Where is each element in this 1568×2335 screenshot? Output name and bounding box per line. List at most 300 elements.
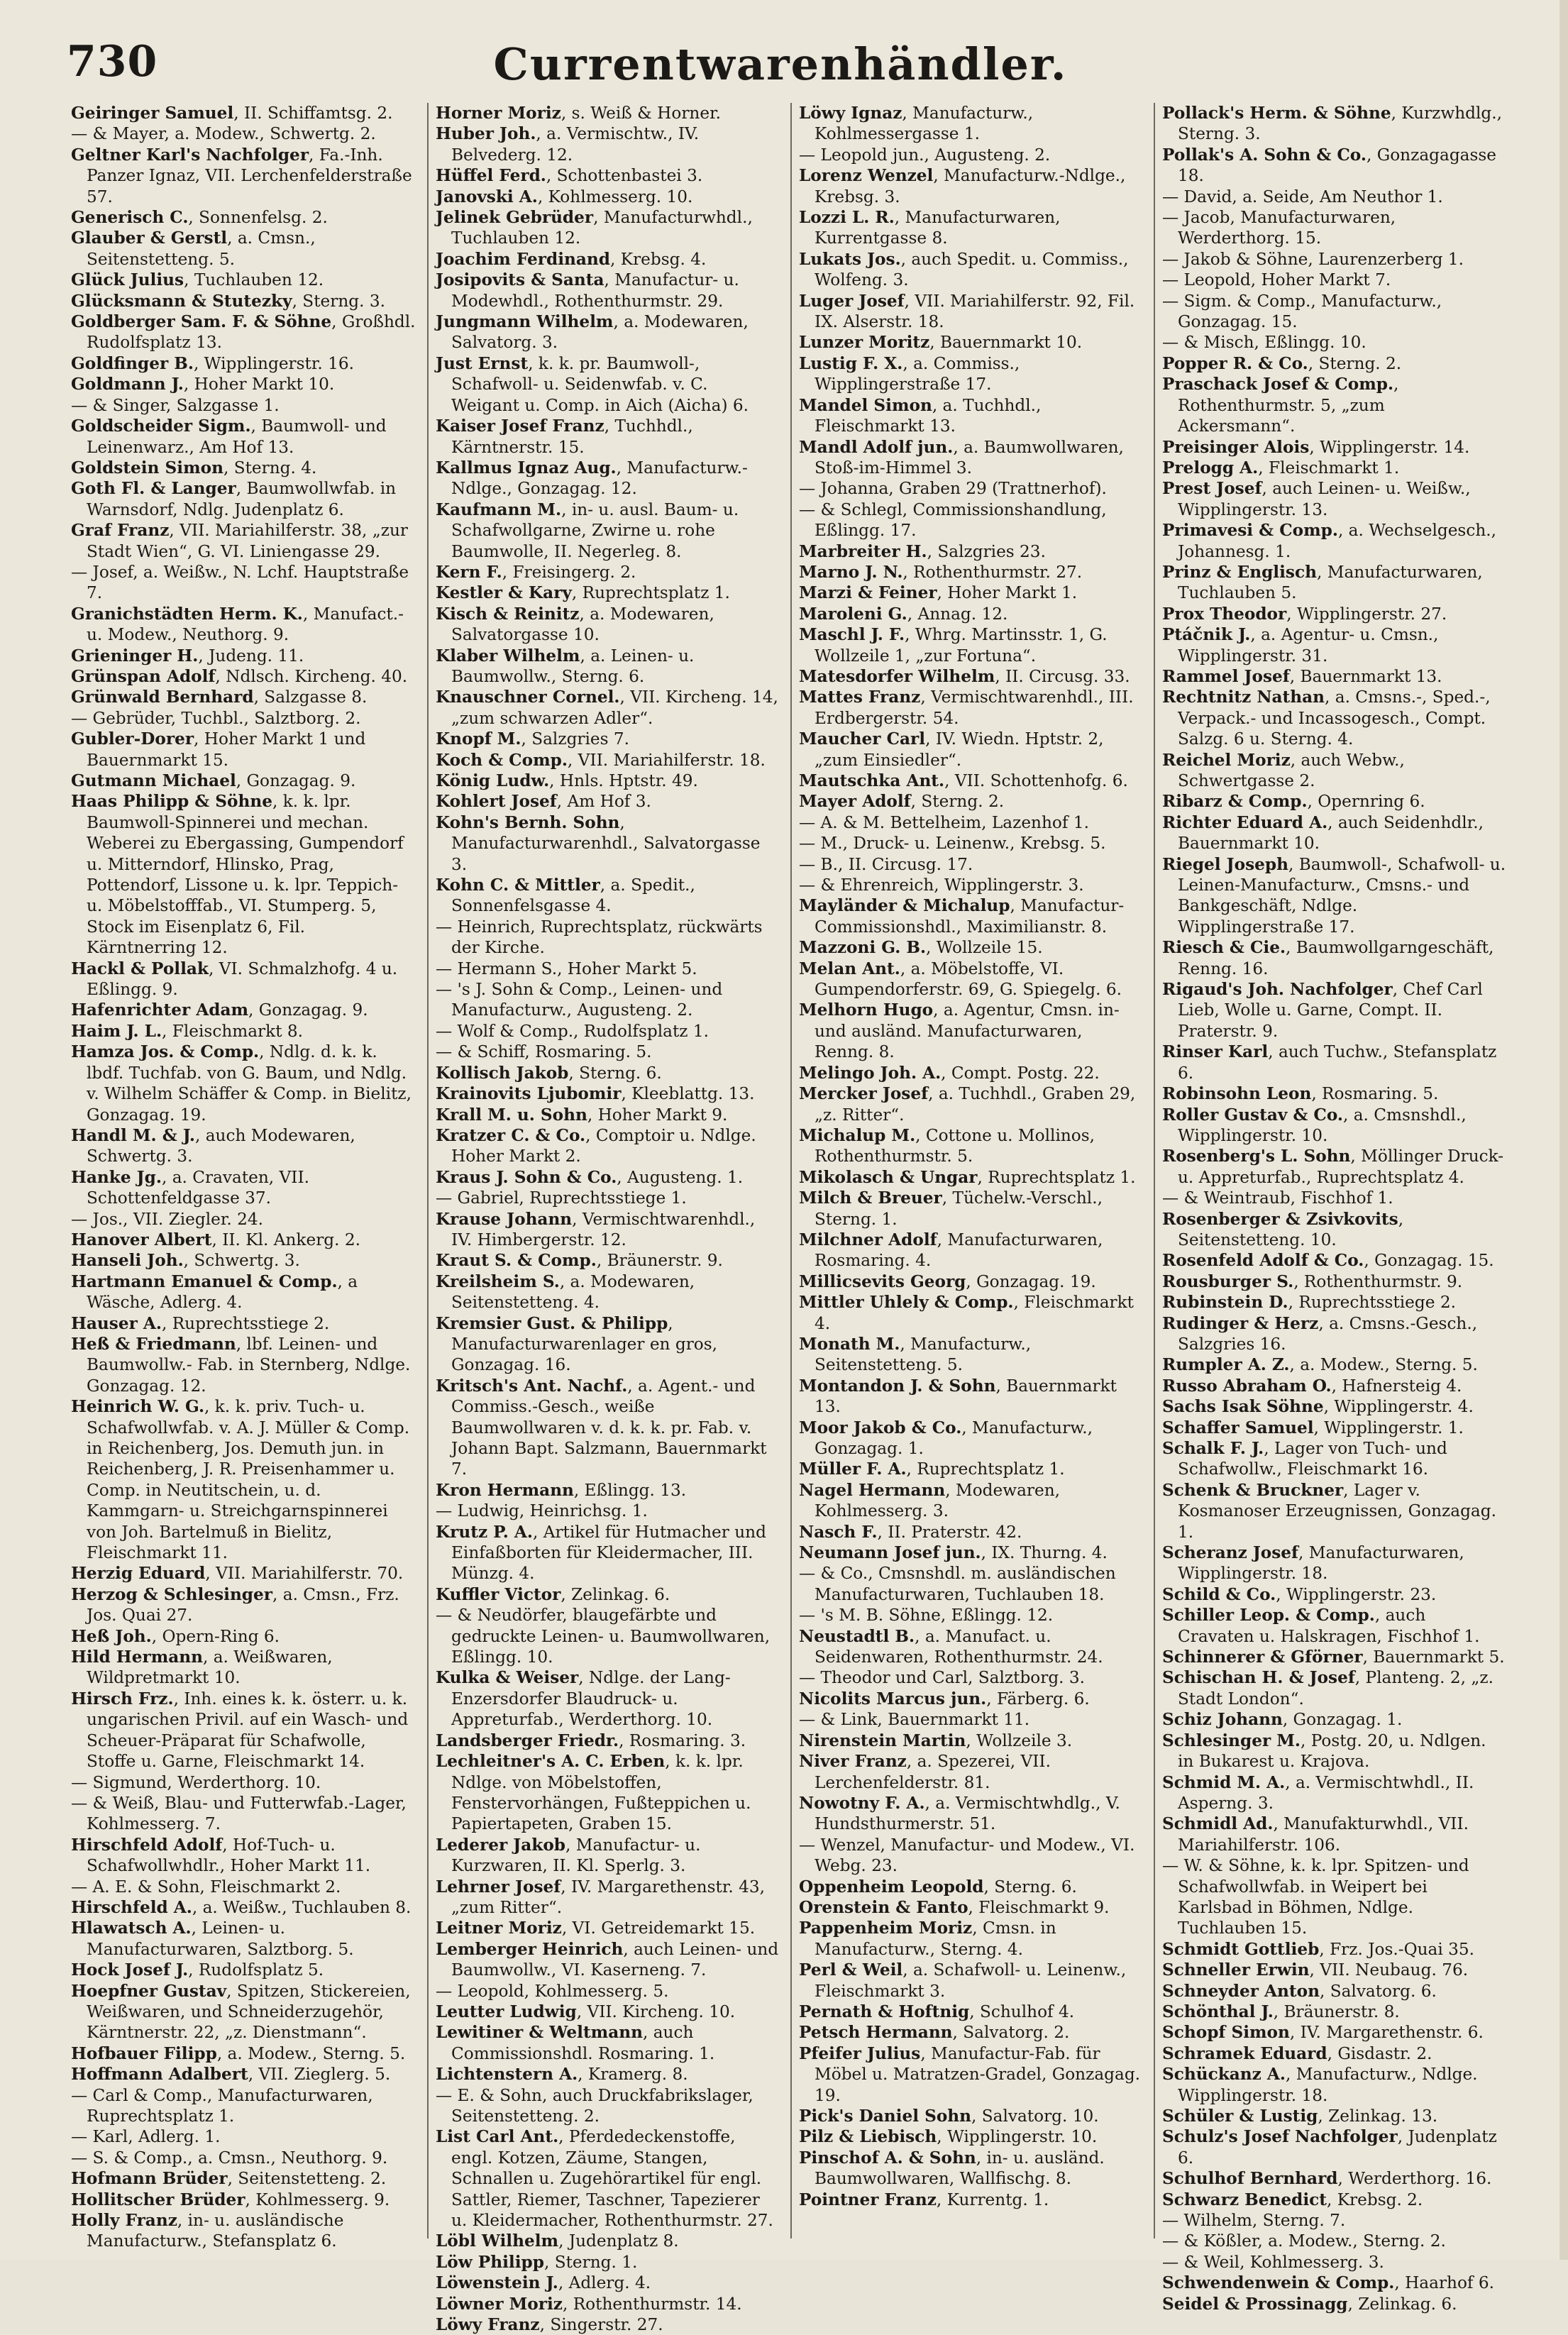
entry-details: , k. k. lpr. Baumwoll-Spinnerei und mechan. Weberei zu Ebergassing, Gumpendorf u. Mitterndorf, Hlinsko, Prag, Pottendorf, Lissone u. k. lpr. Teppich- u. Möbelstofffab., VI. Stumperg. 5, Stock im Eisenplatz 6, Fil. Kärntnerring 12. xyxy=(87,792,404,958)
directory-entry xyxy=(71,2043,417,2064)
directory-entry xyxy=(1162,374,1507,436)
directory-entry xyxy=(1162,2252,1507,2273)
entry-details: , k. k. lpr. Ndlge. von Möbelstoffen, Fenstervorhängen, Fußteppichen u. Papiertapeten, Graben 15. xyxy=(451,1752,751,1834)
entry-name: Petsch Hermann xyxy=(799,2023,953,2043)
entry-details: , a. Weißwaren, Wildpretmarkt 10. xyxy=(87,1647,333,1688)
entry-details: , Gonzagag. 1. xyxy=(1282,1710,1403,1730)
directory-entry xyxy=(1162,1146,1507,1188)
directory-entry xyxy=(799,1167,1144,1188)
directory-entry xyxy=(71,1334,417,1396)
entry-name: Kritsch's Ant. Nachf. xyxy=(436,1376,628,1396)
directory-entry xyxy=(799,666,1144,687)
entry-name: Neustadtl B. xyxy=(799,1626,915,1646)
directory-entry xyxy=(71,1772,417,1793)
directory-entry xyxy=(71,416,417,458)
entry-name: Montandon J. & Sohn xyxy=(799,1376,996,1396)
directory-entry xyxy=(436,812,780,875)
directory-entry xyxy=(1162,1083,1507,1104)
entry-details: , a. Baumwollwaren, Stoß-im-Himmel 3. xyxy=(815,437,1124,478)
directory-entry xyxy=(436,270,780,311)
directory-entry xyxy=(1162,1250,1507,1271)
entry-name: Nicolits Marcus jun. xyxy=(799,1689,987,1709)
entry-details: , IV. Margarethenstr. 6. xyxy=(1289,2023,1484,2043)
entry-details: , Gonzagag. 15. xyxy=(1364,1251,1494,1271)
entry-name: Herzig Eduard xyxy=(71,1564,206,1584)
directory-entry xyxy=(436,750,780,771)
directory-entry xyxy=(1162,2190,1507,2210)
entry-name: Mazzoni G. B. xyxy=(799,938,927,958)
entry-name: Müller F. A. xyxy=(799,1459,907,1479)
directory-entry xyxy=(799,332,1144,353)
directory-entry xyxy=(799,1542,1144,1563)
entry-name: Schönthal J. xyxy=(1162,2002,1274,2021)
entry-details: , Manufacturw.-Ndlge., Krebsg. 3. xyxy=(815,166,1126,206)
directory-entry xyxy=(1162,437,1507,458)
entry-name: Popper R. & Co. xyxy=(1162,353,1308,373)
entry-details: , Hafnersteig 4. xyxy=(1331,1376,1462,1396)
directory-entry xyxy=(436,1167,780,1188)
directory-entry xyxy=(71,1626,417,1647)
entry-name: Löwy Franz xyxy=(436,2315,540,2335)
entry-details: , Wipplingerstr. 4. xyxy=(1323,1397,1474,1417)
entry-details: , Kohlmesserg. 10. xyxy=(537,187,693,206)
entry-name: Haim J. L. xyxy=(71,1021,162,1041)
entry-details: , Sterng. 1. xyxy=(543,2252,638,2272)
directory-entry xyxy=(436,1584,780,1605)
entry-details: , a. Commiss., Wipplingerstraße 17. xyxy=(815,353,1020,394)
entry-details: , a. Agentur, Cmsn. in- und ausländ. Manufacturwaren, Renng. 8. xyxy=(815,1000,1120,1062)
directory-column-4 xyxy=(1154,103,1517,2314)
directory-entry xyxy=(436,1522,780,1584)
entry-details: , VII. Zieglerg. 5. xyxy=(248,2065,391,2085)
entry-details: , Sterng. 3. xyxy=(292,291,385,311)
directory-entry xyxy=(71,2085,417,2127)
entry-details: , Wipplingerstr. 10. xyxy=(937,2127,1098,2147)
entry-details: — Karl, Adlerg. 1. xyxy=(71,2127,221,2147)
entry-name: Robinsohn Leon xyxy=(1162,1084,1312,1104)
directory-entry xyxy=(799,249,1144,291)
entry-name: Pinschof A. & Sohn xyxy=(799,2148,976,2168)
entry-name: König Ludw. xyxy=(436,771,550,790)
entry-name: Kulka & Weiser xyxy=(436,1668,579,1688)
entry-name: Roller Gustav & Co. xyxy=(1162,1105,1343,1125)
entry-name: Krall M. u. Sohn xyxy=(436,1105,587,1125)
directory-entry xyxy=(71,458,417,478)
directory-entry xyxy=(436,1125,780,1167)
directory-entry xyxy=(71,666,417,687)
entry-details: — Leopold, Kohlmesserg. 5. xyxy=(436,1981,669,2001)
entry-name: Hackl & Pollak xyxy=(71,959,209,978)
entry-name: Granichstädten Herm. K. xyxy=(71,604,303,624)
directory-entry xyxy=(1162,1584,1507,1605)
entry-name: Schild & Co. xyxy=(1162,1584,1276,1604)
entry-details: , Lager von Tuch- und Schafwollw., Fleischmarkt 16. xyxy=(1178,1439,1447,1479)
directory-entry xyxy=(71,1042,417,1125)
directory-entry xyxy=(436,604,780,646)
entry-details: , Rothenthurmstr. 27. xyxy=(902,562,1083,582)
entry-name: Nirenstein Martin xyxy=(799,1730,966,1750)
entry-details: , Werderthorg. 16. xyxy=(1337,2169,1492,2189)
entry-name: Schischan H. & Josef xyxy=(1162,1668,1355,1688)
directory-entry xyxy=(1162,332,1507,353)
entry-name: Neumann Josef jun. xyxy=(799,1543,981,1563)
directory-entry xyxy=(1162,1418,1507,1438)
entry-name: Schaffer Samuel xyxy=(1162,1418,1314,1437)
entry-details: , Färberg. 6. xyxy=(986,1689,1090,1709)
entry-details: , a. Schafwoll- u. Leinenw., Fleischmarkt 3. xyxy=(815,1960,1127,2001)
directory-entry xyxy=(1162,2106,1507,2126)
entry-details: , Rothenthurmstr. 5, „zum Ackersmann“. xyxy=(1178,375,1399,436)
entry-details: , Salvatorg. 6. xyxy=(1319,1981,1437,2001)
directory-entry xyxy=(1162,812,1507,854)
directory-entry xyxy=(71,1000,417,1020)
entry-details: — Wilhelm, Sterng. 7. xyxy=(1162,2211,1346,2231)
entry-details: , Pferdedeckenstoffe, engl. Kotzen, Zäume, Stangen, Schnallen u. Zugehörartikel für engl. Sattler, Riemer, Taschner, Tapezierer u. Kleidermacher, Rothenthurmstr. 27. xyxy=(451,2127,773,2231)
entry-details: , Adlerg. 4. xyxy=(558,2273,651,2293)
directory-entry xyxy=(1162,2231,1507,2251)
entry-details: , k. k. priv. Tuch- u. Schafwollwfab. v. A. J. Müller & Comp. in Reichenberg, Jos. Demuth jun. in Reichenberg, J. R. Preisenhammer u. Comp. in Neutitschein, u. d. Kammgarn- u. Streichgarnspinnerei von Joh. Bartelmuß in Bielitz, Fleischmarkt 11. xyxy=(87,1397,410,1563)
directory-entry xyxy=(799,353,1144,395)
entry-details: , Manufacturwaren, Kurrentgasse 8. xyxy=(815,208,1061,248)
entry-details: , Artikel für Hutmacher und Einfaßborten für Kleidermacher, III. Münzg. 4. xyxy=(451,1522,766,1584)
directory-entry xyxy=(71,791,417,958)
entry-name: Pappenheim Moriz xyxy=(799,1919,973,1938)
directory-entry xyxy=(799,583,1144,603)
entry-name: Goldscheider Sigm. xyxy=(71,416,251,436)
entry-details: , Fleischmarkt 4. xyxy=(815,1293,1134,1333)
entry-name: Nasch F. xyxy=(799,1522,878,1542)
entry-details: , VI. Getreidemarkt 15. xyxy=(561,1919,756,1938)
entry-details: , Rothenthurmstr. 9. xyxy=(1293,1271,1463,1291)
entry-details: , Judenplatz 8. xyxy=(558,2231,679,2251)
directory-entry xyxy=(1162,1730,1507,1772)
entry-details: , Fa.-Inh. Panzer Ignaz, VII. Lerchenfelderstraße 57. xyxy=(87,145,412,206)
entry-name: Kraut S. & Comp. xyxy=(436,1251,597,1271)
entry-details: , Fleischmarkt 1. xyxy=(1258,458,1400,478)
entry-name: Lozzi L. R. xyxy=(799,208,895,228)
entry-details: , a. Tuchhdl., Graben 29, „z. Ritter“. xyxy=(815,1084,1136,1125)
directory-entry xyxy=(799,1835,1144,1877)
entry-name: Marbreiter H. xyxy=(799,541,927,561)
directory-entry xyxy=(436,1021,780,1042)
entry-name: Milch & Breuer xyxy=(799,1188,942,1208)
entry-details: — Johanna, Graben 29 (Trattnerhof). xyxy=(799,479,1107,499)
entry-name: Maroleni G. xyxy=(799,604,907,624)
directory-entry xyxy=(436,791,780,812)
directory-entry xyxy=(799,729,1144,771)
directory-entry xyxy=(71,687,417,707)
entry-details: , Manufactur-Commissionshdl., Maximilianstr. 8. xyxy=(815,896,1125,937)
entry-name: Goth Fl. & Langer xyxy=(71,479,236,499)
entry-name: Hanover Albert xyxy=(71,1230,212,1249)
directory-entry xyxy=(799,1689,1144,1709)
directory-entry xyxy=(71,1793,417,1835)
entry-name: Lewitiner & Weltmann xyxy=(436,2023,643,2043)
directory-entry xyxy=(1162,666,1507,687)
entry-name: Schiz Johann xyxy=(1162,1710,1283,1730)
directory-entry xyxy=(799,1271,1144,1292)
directory-entry xyxy=(436,687,780,729)
entry-details: , VII. Mariahilferstr. 38, „zur Stadt Wien“, G. VI. Liniengasse 29. xyxy=(87,521,409,561)
entry-name: Rousburger S. xyxy=(1162,1271,1294,1291)
directory-entry xyxy=(71,1396,417,1563)
directory-entry xyxy=(71,395,417,416)
entry-details: — 's M. B. Söhne, Eßlingg. 12. xyxy=(799,1606,1054,1625)
directory-entry xyxy=(1162,1313,1507,1355)
directory-entry xyxy=(1162,2126,1507,2168)
directory-entry xyxy=(1162,1542,1507,1584)
entry-name: Lehrner Josef xyxy=(436,1877,561,1897)
entry-name: Kallmus Ignaz Aug. xyxy=(436,458,617,478)
entry-name: Hock Josef J. xyxy=(71,1960,189,1980)
entry-details: , Hnls. Hptstr. 49. xyxy=(549,771,698,790)
directory-entry xyxy=(1162,624,1507,666)
directory-entry xyxy=(436,2064,780,2085)
entry-details: , Kramerg. 8. xyxy=(578,2065,688,2085)
entry-details: , Manufactur- u. Kurzwaren, II. Kl. Sperlg. 3. xyxy=(451,1835,701,1876)
entry-name: Matesdorfer Wilhelm xyxy=(799,666,995,686)
directory-entry xyxy=(1162,1814,1507,1855)
directory-entry xyxy=(436,311,780,353)
entry-details: , Zelinkag. 6. xyxy=(1347,2294,1457,2314)
entry-name: Prinz & Englisch xyxy=(1162,562,1317,582)
entry-details: , Ruprechtsstiege 2. xyxy=(1288,1293,1456,1313)
entry-name: Schwarz Benedict xyxy=(1162,2190,1327,2209)
entry-details: , Leinen- u. Manufacturwaren, Salztborg. 5. xyxy=(87,1919,354,1959)
entry-name: Rinser Karl xyxy=(1162,1042,1269,1062)
directory-entry xyxy=(1162,1772,1507,1814)
entry-details: — Heinrich, Ruprechtsplatz, rückwärts der Kirche. xyxy=(436,917,763,958)
entry-name: Rumpler A. Z. xyxy=(1162,1355,1290,1375)
entry-details: , Manufacturw.-Ndlge., Gonzagag. 12. xyxy=(451,458,748,499)
entry-name: Schneller Erwin xyxy=(1162,1960,1310,1980)
entry-details: — & Kößler, a. Modew., Sterng. 2. xyxy=(1162,2231,1446,2251)
entry-name: Seidel & Prossinagg xyxy=(1162,2294,1348,2314)
directory-entry xyxy=(799,2022,1144,2043)
entry-name: Rubinstein D. xyxy=(1162,1293,1288,1313)
entry-details: , VII. Schottenhofg. 6. xyxy=(944,771,1128,790)
directory-entry xyxy=(1162,562,1507,604)
entry-details: , Möllinger Druck- u. Appreturfab., Ruprechtsplatz 4. xyxy=(1178,1147,1504,1187)
directory-entry xyxy=(1162,2168,1507,2189)
entry-details: , a. Cmsnshdl., Wipplingerstr. 10. xyxy=(1178,1105,1467,1145)
directory-entry xyxy=(71,1981,417,2043)
directory-entry xyxy=(71,1563,417,1584)
entry-details: , Baumwollwfab. in Warnsdorf, Ndlg. Judenplatz 6. xyxy=(87,479,397,519)
directory-entry xyxy=(1162,1605,1507,1647)
entry-details: — & Schiff, Rosmaring. 5. xyxy=(436,1042,652,1062)
entry-name: Krause Johann xyxy=(436,1209,573,1229)
entry-details: — Ludwig, Heinrichsg. 1. xyxy=(436,1501,648,1521)
entry-name: Schückanz A. xyxy=(1162,2065,1286,2085)
entry-details: , k. k. pr. Baumwoll-, Schafwoll- u. Seidenwfab. v. C. Weigant u. Comp. in Aich (Aicha) 6. xyxy=(451,353,749,415)
entry-details: — Wolf & Comp., Rudolfsplatz 1. xyxy=(436,1021,710,1041)
directory-entry xyxy=(71,270,417,290)
entry-name: Praschack Josef & Comp. xyxy=(1162,375,1394,394)
entry-name: Hoepfner Gustav xyxy=(71,1981,227,2001)
entry-name: Kraus J. Sohn & Co. xyxy=(436,1167,617,1187)
entry-name: Millicsevits Georg xyxy=(799,1271,966,1291)
entry-details: , Sonnenfelsg. 2. xyxy=(188,208,328,228)
entry-name: Hollitscher Brüder xyxy=(71,2190,245,2209)
entry-name: Mandl Adolf jun. xyxy=(799,437,954,457)
entry-name: Löw Philipp xyxy=(436,2252,544,2272)
entry-details: , Comptoir u. Ndlge. Hoher Markt 2. xyxy=(451,1125,756,1166)
entry-name: Maucher Carl xyxy=(799,729,926,749)
directory-entry xyxy=(1162,1981,1507,2002)
directory-entry xyxy=(71,2148,417,2168)
entry-name: Kestler & Kary xyxy=(436,583,572,603)
entry-details: , Sterng. 2. xyxy=(1308,353,1402,373)
directory-entry xyxy=(71,228,417,270)
entry-details: , VII. Neubaug. 76. xyxy=(1309,1960,1469,1980)
entry-name: Hirsch Frz. xyxy=(71,1689,174,1709)
directory-entry xyxy=(799,1897,1144,1918)
directory-entry xyxy=(436,2022,780,2064)
entry-details: , Zelinkag. 13. xyxy=(1318,2107,1438,2126)
directory-entry xyxy=(71,1230,417,1250)
entry-name: Schneyder Anton xyxy=(1162,1981,1320,2001)
entry-name: Glauber & Gerstl xyxy=(71,228,228,248)
page-number: 730 xyxy=(67,37,158,87)
entry-details: , a. Cravaten, VII. Schottenfeldgasse 37. xyxy=(87,1167,309,1208)
entry-name: Heinrich W. G. xyxy=(71,1397,205,1417)
entry-details: , Haarhof 6. xyxy=(1394,2273,1494,2293)
entry-details: — A. E. & Sohn, Fleischmarkt 2. xyxy=(71,1877,341,1897)
entry-details: , lbf. Leinen- und Baumwollw.- Fab. in Sternberg, Ndlge. Gonzagag. 12. xyxy=(87,1334,411,1396)
directory-entry xyxy=(436,959,780,979)
directory-entry xyxy=(1162,1939,1507,1960)
entry-details: , Bräunerstr. 8. xyxy=(1273,2002,1400,2021)
directory-entry xyxy=(799,2148,1144,2190)
directory-entry xyxy=(1162,1709,1507,1730)
entry-details: , Whrg. Martinsstr. 1, G. Wollzeile 1, „zur Fortuna“. xyxy=(815,625,1108,666)
directory-entry xyxy=(436,2314,780,2335)
entry-details: , a. Weißw., Tuchlauben 8. xyxy=(192,1897,412,1917)
entry-details: , IV. Wiedn. Hptstr. 2, „zum Einsiedler“. xyxy=(815,729,1104,770)
entry-details: — Jakob & Söhne, Laurenzerberg 1. xyxy=(1162,249,1464,269)
entry-name: Lemberger Heinrich xyxy=(436,1939,624,1959)
entry-name: Pick's Daniel Sohn xyxy=(799,2107,972,2126)
entry-details: — & Weil, Kohlmesserg. 3. xyxy=(1162,2252,1384,2272)
entry-name: Rechtnitz Nathan xyxy=(1162,688,1325,707)
directory-entry xyxy=(71,604,417,646)
entry-details: — Leopold jun., Augusteng. 2. xyxy=(799,145,1051,165)
entry-details: , VII. Mariahilferstr. 70. xyxy=(205,1564,404,1584)
entry-name: Reichel Moriz xyxy=(1162,750,1291,770)
entry-name: Kremsier Gust. & Philipp xyxy=(436,1313,668,1333)
entry-name: Schinnerer & Gförner xyxy=(1162,1647,1363,1667)
entry-name: Monath M. xyxy=(799,1334,900,1354)
entry-details: , Manufacturwhdl., Tuchlauben 12. xyxy=(451,208,753,248)
entry-name: Hlawatsch A. xyxy=(71,1919,192,1938)
directory-entry xyxy=(799,1230,1144,1271)
entry-name: Heß Joh. xyxy=(71,1626,152,1646)
directory-entry xyxy=(799,499,1144,541)
entry-name: Mikolasch & Ungar xyxy=(799,1167,978,1187)
entry-details: — 's J. Sohn & Comp., Leinen- und Manufacturw., Augusteng. 2. xyxy=(436,980,723,1020)
entry-name: Russo Abraham O. xyxy=(1162,1376,1332,1396)
entry-details: , Gisdastr. 2. xyxy=(1327,2043,1432,2063)
entry-details: , Lager v. Kosmanoser Erzeugnissen, Gonzagag. 1. xyxy=(1178,1480,1496,1542)
entry-name: Schüler & Lustig xyxy=(1162,2107,1318,2126)
directory-entry xyxy=(436,1751,780,1835)
entry-details: , Fleischmarkt 8. xyxy=(162,1021,304,1041)
directory-entry xyxy=(799,2106,1144,2126)
entry-name: Prox Theodor xyxy=(1162,604,1287,624)
entry-name: Hafenrichter Adam xyxy=(71,1000,249,1020)
entry-name: Moor Jakob & Co. xyxy=(799,1418,962,1437)
directory-entry xyxy=(799,1418,1144,1459)
entry-name: Schlesinger M. xyxy=(1162,1730,1301,1750)
entry-name: Lustig F. X. xyxy=(799,353,903,373)
directory-entry xyxy=(799,1730,1144,1751)
directory-entry xyxy=(71,562,417,604)
entry-name: Oppenheim Leopold xyxy=(799,1877,984,1897)
directory-entry xyxy=(436,2252,780,2273)
entry-details: , Wipplingerstr. 27. xyxy=(1286,604,1447,624)
entry-details: , s. Weiß & Horner. xyxy=(561,104,721,123)
entry-details: , Manufacturwaren, Tuchlauben 5. xyxy=(1178,562,1483,603)
entry-details: , Ruprechtsplatz 1. xyxy=(977,1167,1136,1187)
entry-name: Prest Josef xyxy=(1162,479,1262,499)
entry-details: , Singerstr. 27. xyxy=(539,2315,663,2335)
directory-entry xyxy=(71,353,417,374)
entry-name: Primavesi & Comp. xyxy=(1162,521,1338,541)
entry-details: , Hoher Markt 1 und Bauernmarkt 15. xyxy=(87,729,366,770)
entry-details: , Vermischtwarenhdl., IV. Himbergerstr. 12. xyxy=(451,1209,756,1249)
entry-details: , Schwertg. 3. xyxy=(183,1251,300,1271)
entry-details: , Salzgasse 8. xyxy=(253,688,368,707)
entry-details: — B., II. Circusg. 17. xyxy=(799,854,973,874)
entry-details: , Sterng. 6. xyxy=(983,1877,1077,1897)
entry-details: — & Misch, Eßlingg. 10. xyxy=(1162,333,1367,353)
entry-name: Schulz's Josef Nachfolger xyxy=(1162,2127,1398,2147)
directory-entry xyxy=(1162,520,1507,562)
directory-entry xyxy=(1162,1188,1507,1208)
directory-entry xyxy=(799,1751,1144,1793)
entry-name: Mercker Josef xyxy=(799,1084,929,1104)
entry-details: , Hof-Tuch- u. Schafwollwhdlr., Hoher Markt 11. xyxy=(87,1835,371,1876)
entry-name: Knopf M. xyxy=(436,729,521,749)
entry-name: Melingo Joh. A. xyxy=(799,1063,942,1083)
directory-entry xyxy=(799,1334,1144,1376)
entry-details: , Wipplingerstr. 23. xyxy=(1276,1584,1437,1604)
directory-entry xyxy=(436,1063,780,1083)
entry-name: Nagel Hermann xyxy=(799,1480,946,1500)
entry-name: Haas Philipp & Söhne xyxy=(71,792,272,812)
entry-details: — Sigmund, Werderthorg. 10. xyxy=(71,1772,321,1792)
entry-details: , Rosmaring. 5. xyxy=(1311,1084,1439,1104)
entry-details: — A. & M. Bettelheim, Lazenhof 1. xyxy=(799,812,1089,832)
entry-details: , in- u. ausl. Baum- u. Schafwollgarne, Zwirne u. rohe Baumwolle, II. Negerleg. 8. xyxy=(451,499,739,561)
entry-details: , Wipplingerstr. 14. xyxy=(1309,437,1470,457)
directory-entry xyxy=(799,1292,1144,1334)
directory-entry xyxy=(436,458,780,499)
entry-details: — M., Druck- u. Leinenw., Krebsg. 5. xyxy=(799,834,1106,854)
directory-entry xyxy=(436,583,780,603)
entry-details: — E. & Sohn, auch Druckfabrikslager, Seitenstetteng. 2. xyxy=(436,2085,753,2126)
entry-name: Riegel Joseph xyxy=(1162,854,1288,874)
entry-details: , auch Seidenhdlr., Bauernmarkt 10. xyxy=(1178,812,1484,854)
entry-name: Gubler-Dorer xyxy=(71,729,194,749)
entry-name: Hofbauer Filipp xyxy=(71,2043,217,2063)
entry-details: , Bauernmarkt 5. xyxy=(1362,1647,1505,1667)
directory-entry xyxy=(436,1188,780,1208)
directory-entry xyxy=(799,687,1144,729)
entry-name: Holly Franz xyxy=(71,2211,177,2231)
directory-entry xyxy=(799,2190,1144,2210)
